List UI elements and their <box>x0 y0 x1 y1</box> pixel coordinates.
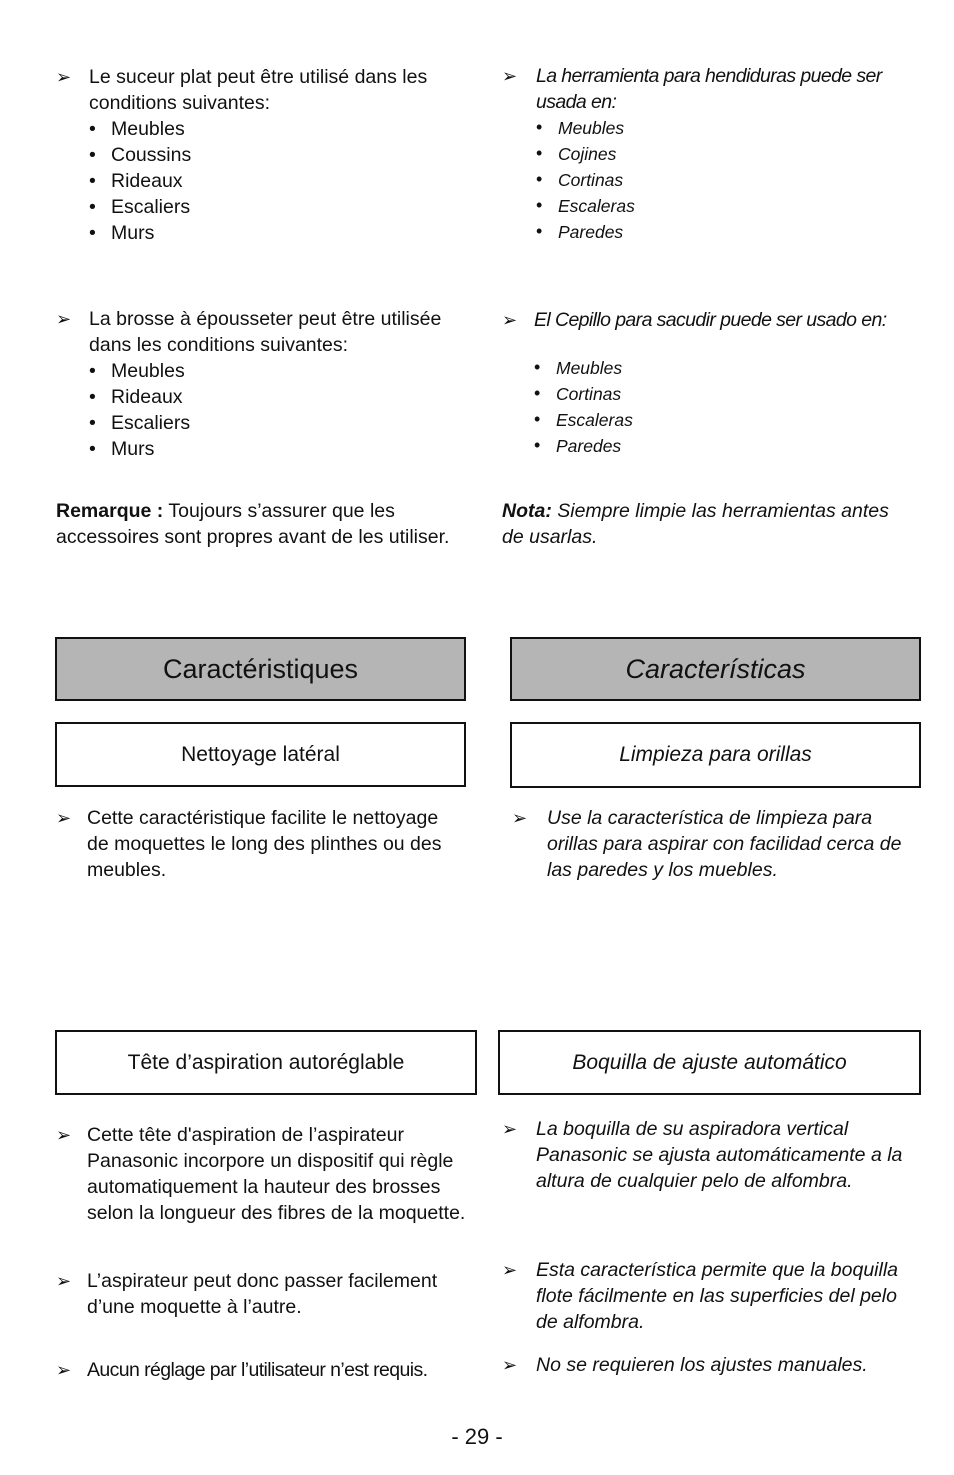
arrow-bullet-icon: ➢ <box>56 1125 72 1145</box>
list-item: • Cortinas <box>536 167 922 193</box>
arrow-bullet-icon: ➢ <box>502 310 518 330</box>
list-item: • Murs <box>89 436 476 462</box>
es-auto-title: Boquilla de ajuste automático <box>572 1050 847 1074</box>
arrow-bullet-icon: ➢ <box>502 1119 518 1139</box>
fr-auto-p1-text: Cette tête d'aspiration de l’aspirateur Panasonic incorpore un dispositif qui règle automatiquement la hauteur des brosses selon la longueur des fibres de la moquette. <box>87 1124 466 1224</box>
arrow-bullet-icon: ➢ <box>502 1260 518 1280</box>
fr-auto-p3 <box>56 1357 486 1383</box>
arrow-bullet-icon: ➢ <box>502 66 518 86</box>
fr-auto-p3-text: Aucun réglage par l’utilisateur n’est requis. <box>87 1359 428 1381</box>
es-auto-p1-text: La boquilla de su aspiradora vertical Panasonic se ajusta automáticamente a la altura de cualquier pelo de alfombra. <box>536 1118 903 1192</box>
list-item: • Escaliers <box>89 194 476 220</box>
list-item: • Rideaux <box>89 168 476 194</box>
fr-edge-text: Cette caractéristique facilite le nettoyage de moquettes le long des plinthes ou des meubles. <box>87 807 442 881</box>
arrow-bullet-icon: ➢ <box>56 67 72 87</box>
fr-edge-cleaning-box <box>55 722 466 787</box>
fr-crevice-section <box>56 64 476 246</box>
es-auto-p1 <box>502 1116 922 1194</box>
es-edge-section <box>512 805 922 883</box>
fr-dusting-intro: La brosse à épousseter peut être utilisée dans les conditions suivantes: <box>89 308 442 356</box>
es-dusting-list <box>534 355 922 459</box>
arrow-bullet-icon: ➢ <box>56 309 72 329</box>
arrow-bullet-icon: ➢ <box>56 808 72 828</box>
es-auto-nozzle-box <box>498 1030 921 1095</box>
list-item: • Meubles <box>89 358 476 384</box>
fr-crevice-intro: Le suceur plat peut être utilisé dans les conditions suivantes: <box>89 66 428 114</box>
list-item: • Paredes <box>536 219 922 245</box>
fr-edge-section <box>56 805 446 883</box>
fr-note-text: Toujours s’assurer que les accessoires sont propres avant de les utiliser. <box>56 500 450 548</box>
list-item: • Cortinas <box>534 381 922 407</box>
fr-crevice-list <box>89 116 476 246</box>
list-item: • Meubles <box>534 355 922 381</box>
list-item: • Rideaux <box>89 384 476 410</box>
fr-features-title: Caractéristiques <box>162 653 359 684</box>
fr-edge-title: Nettoyage latéral <box>181 742 340 766</box>
fr-auto-p1 <box>56 1122 476 1226</box>
list-item: • Meubles <box>536 115 922 141</box>
list-item: • Paredes <box>534 433 922 459</box>
fr-note <box>56 498 456 550</box>
list-item: • Meubles <box>89 116 476 142</box>
es-edge-text: Use la característica de limpieza para orillas para aspirar con facilidad cerca de las paredes y los muebles. <box>547 807 902 881</box>
fr-auto-p2-text: L’aspirateur peut donc passer facilement d’une moquette à l’autre. <box>87 1270 438 1318</box>
es-auto-p2-text: Esta característica permite que la boquilla flote fácilmente en las superficies del pelo de alfombra. <box>536 1259 899 1333</box>
es-note-label: Nota: <box>502 500 552 522</box>
es-auto-p2 <box>502 1257 922 1335</box>
es-crevice-list <box>536 115 922 245</box>
page-number: - 29 - <box>451 1424 503 1449</box>
es-edge-cleaning-box <box>510 722 921 788</box>
es-dusting-section <box>502 307 922 459</box>
es-dusting-intro: El Cepillo para sacudir puede ser usado en: <box>534 309 887 331</box>
fr-features-header <box>55 637 466 701</box>
es-crevice-intro: La herramienta para hendiduras puede ser usada en: <box>536 65 882 113</box>
es-auto-p3-text: No se requieren los ajustes manuales. <box>536 1354 868 1376</box>
fr-auto-title: Tête d’aspiration autoréglable <box>127 1050 405 1074</box>
es-features-title: Características <box>625 653 806 684</box>
es-edge-title: Limpieza para orillas <box>619 743 812 766</box>
list-item: • Murs <box>89 220 476 246</box>
es-note <box>502 498 902 550</box>
list-item: • Escaliers <box>89 410 476 436</box>
fr-auto-nozzle-box <box>55 1030 477 1095</box>
list-item: • Escaleras <box>534 407 922 433</box>
list-item: • Escaleras <box>536 193 922 219</box>
arrow-bullet-icon: ➢ <box>502 1355 518 1375</box>
es-crevice-section <box>502 63 922 245</box>
fr-dusting-section <box>56 306 476 462</box>
es-features-header <box>510 637 921 701</box>
list-item: • Coussins <box>89 142 476 168</box>
fr-auto-p2 <box>56 1268 456 1320</box>
list-item: • Cojines <box>536 141 922 167</box>
es-note-text: Siempre limpie las herramientas antes de usarlas. <box>502 500 889 548</box>
arrow-bullet-icon: ➢ <box>56 1271 72 1291</box>
es-auto-p3 <box>502 1352 922 1378</box>
arrow-bullet-icon: ➢ <box>56 1360 72 1380</box>
fr-dusting-list <box>89 358 476 462</box>
fr-note-label: Remarque : <box>56 500 164 522</box>
arrow-bullet-icon: ➢ <box>512 808 528 828</box>
